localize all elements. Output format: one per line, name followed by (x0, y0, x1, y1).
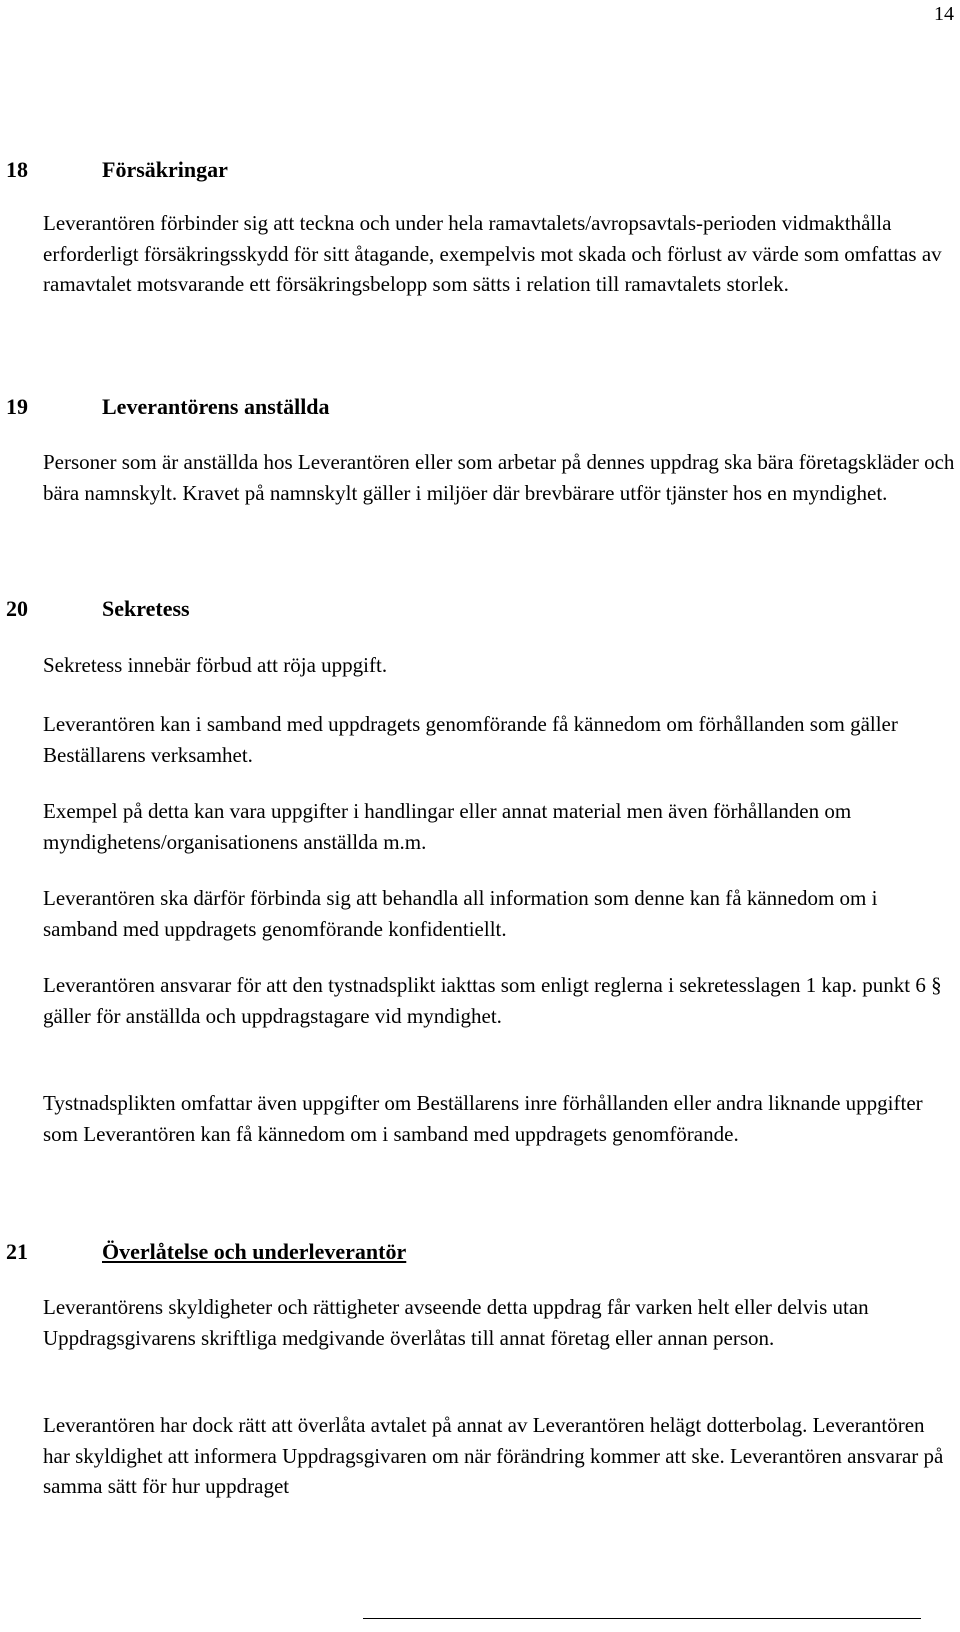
section-number: 21 (6, 1239, 28, 1264)
paragraph: Leverantören har dock rätt att överlåta avtalet på annat av Leverantören helägt dotterbolag. Leverantören har skyldighet att informera Uppdragsgivaren om när förändring kommer att ske. Leverantören ansvarar på samma sätt för hur uppdraget (43, 1413, 944, 1498)
section-number: 19 (6, 394, 28, 419)
paragraph: Sekretess innebär förbud att röja uppgift. (43, 653, 388, 677)
section-heading-20 (6, 595, 190, 623)
paragraph: Leverantören ska därför förbinda sig att behandla all information som denne kan få kännedom om i samband med uppdragets genomförande konfidentiellt. (43, 886, 878, 941)
paragraph: Personer som är anställda hos Leverantören eller som arbetar på dennes uppdrag ska bära företagskläder och bära namnskylt. Kravet på namnskylt gäller i miljöer där brevbärare utför tjänster hos en myndighet. (43, 450, 955, 505)
section-number: 18 (6, 157, 28, 182)
page-number: 14 (934, 3, 954, 25)
paragraph: Leverantören ansvarar för att den tystnadsplikt iakttas som enligt reglerna i sekretesslagen 1 kap. punkt 6 § gäller för anställda och uppdragstagare vid myndighet. (43, 973, 942, 1028)
section-heading-18 (6, 156, 228, 184)
paragraph: Leverantörens skyldigheter och rättigheter avseende detta uppdrag får varken helt eller delvis utan Uppdragsgivarens skriftliga medgivande överlåtas till annat företag eller annan person. (43, 1295, 869, 1350)
section-title: Leverantörens anställda (102, 394, 330, 419)
section-title: Försäkringar (102, 157, 228, 182)
section-heading-21 (6, 1238, 406, 1266)
section-title: Sekretess (102, 596, 190, 621)
paragraph: Exempel på detta kan vara uppgifter i handlingar eller annat material men även förhållanden om myndighetens/organisationens anställda m.m. (43, 799, 852, 854)
paragraph: Leverantören kan i samband med uppdragets genomförande få kännedom om förhållanden som gäller Beställarens verksamhet. (43, 712, 898, 767)
footer-rule (363, 1618, 921, 1619)
section-heading-19 (6, 393, 330, 421)
paragraph: Tystnadsplikten omfattar även uppgifter om Beställarens inre förhållanden eller andra liknande uppgifter som Leverantören kan få kännedom om i samband med uppdragets genomförande. (43, 1091, 923, 1146)
section-title: Överlåtelse och underleverantör (102, 1239, 407, 1264)
section-number: 20 (6, 596, 28, 621)
paragraph: Leverantören förbinder sig att teckna och under hela ramavtalets/avropsavtals-perioden vidmakthålla erforderligt försäkringsskydd för sitt åtagande, exempelvis mot skada och förlust av värde som omfattas av ramavtalet motsvarande ett försäkringsbelopp som sätts i relation till ramavtalets storlek. (43, 211, 942, 296)
